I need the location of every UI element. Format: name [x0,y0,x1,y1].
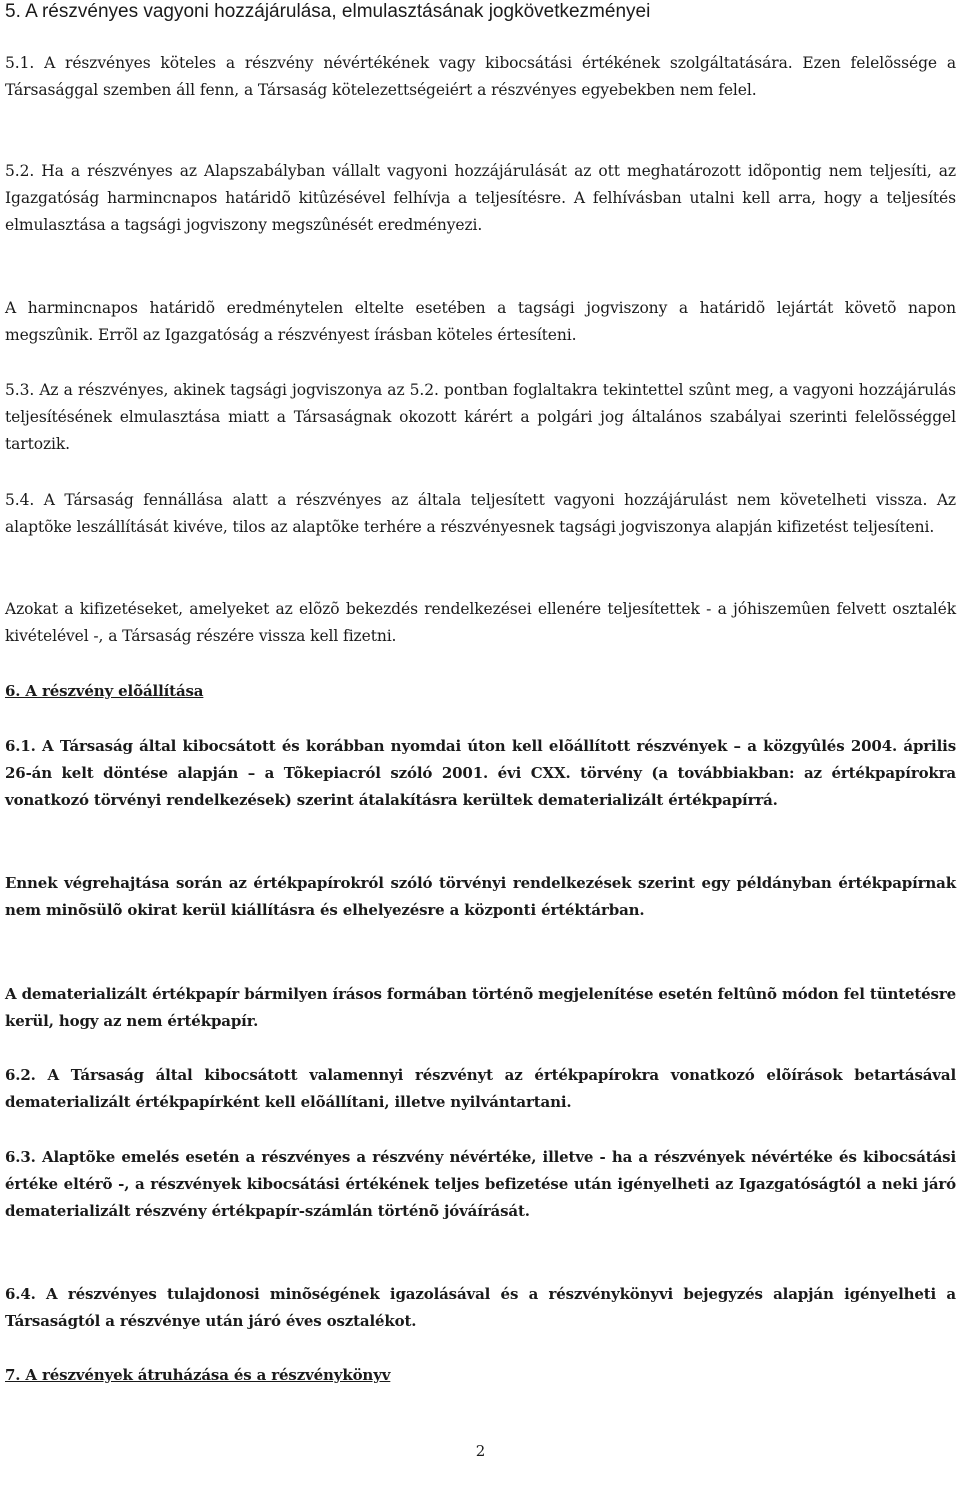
paragraph-6-1: 6.1. A Társaság által kibocsátott és korábban nyomdai úton kell elõállított részvények – a közgyûlés 2004. április 26-án kelt döntése alapján – a Tõkepiacról szóló 2001. évi CXX. törvény (a továbbiakban: az értékpapírokra vonatkozó törvényi rendelkezések) szerint átalakításra kerültek dematerializált értékpapírrá. [5,737,956,809]
paragraph-6-2: 6.2. A Társaság által kibocsátott valamennyi részvényt az értékpapírokra vonatkozó elõírások betartásával dematerializált értékpapírként kell elõállítani, illetve nyilvántartani. [5,1066,956,1111]
section-7-heading: 7. A részvények átruházása és a részvénykönyv [5,1366,391,1384]
paragraph-6-4: 6.4. A részvényes tulajdonosi minõségének igazolásával és a részvénykönyvi bejegyzés alapján igényelheti a Társaságtól a részvénye után járó éves osztalékot. [5,1285,956,1330]
paragraph-5-4-continued: Azokat a kifizetéseket, amelyeket az elõzõ bekezdés rendelkezései ellenére teljesítettek - a jóhiszemûen felvett osztalék kivételével -, a Társaság részére vissza kell fizetni. [5,600,956,645]
paragraph-5-2-continued: A harmincnapos határidõ eredménytelen eltelte esetében a tagsági jogviszony a határidõ lejártát követõ napon megszûnik. Errõl az Igazgatóság a részvényest írásban köteles értesíteni. [5,299,956,344]
paragraph-5-1: 5.1. A részvényes köteles a részvény névértékének vagy kibocsátási értékének szolgáltatására. Ezen felelõssége a Társasággal szemben áll fenn, a Társaság kötelezettségeiért a részvényes egyebekben nem felel. [5,54,956,99]
paragraph-6-3: 6.3. Alaptõke emelés esetén a részvényes a részvény névértéke, illetve - ha a részvények névértéke és kibocsátási értéke eltérõ -, a részvények kibocsátási értékének teljes befizetése után igényelheti az Igazgatóságtól a neki járó dematerializált részvény értékpapír-számlán történõ jóváírását. [5,1148,956,1220]
document-page [5,0,956,1487]
paragraph-5-3: 5.3. Az a részvényes, akinek tagsági jogviszonya az 5.2. pontban foglaltakra tekintettel szûnt meg, a vagyoni hozzájárulás teljesítésének elmulasztása miatt a Társaságnak okozott kárért a polgári jog általános szabályai szerinti felelõsséggel tartozik. [5,381,956,453]
section-5-heading: 5. A részvényes vagyoni hozzájárulása, elmulasztásának jogkövetkezményei [5,1,651,22]
paragraph-6-1-note: A dematerializált értékpapír bármilyen írásos formában történõ megjelenítése esetén feltûnõ módon fel tüntetésre kerül, hogy az nem értékpapír. [5,985,956,1030]
paragraph-5-2: 5.2. Ha a részvényes az Alapszabályban vállalt vagyoni hozzájárulását az ott meghatározott idõpontig nem teljesíti, az Igazgatóság harmincnapos határidõ kitûzésével felhívja a teljesítésre. A felhívásban utalni kell arra, hogy a teljesítés elmulasztása a tagsági jogviszony megszûnését eredményezi. [5,162,956,234]
paragraph-6-1-continued: Ennek végrehajtása során az értékpapírokról szóló törvényi rendelkezések szerint egy példányban értékpapírnak nem minõsülõ okirat kerül kiállításra és elhelyezésre a központi értéktárban. [5,874,956,919]
page-number: 2 [475,1442,486,1460]
paragraph-5-4: 5.4. A Társaság fennállása alatt a részvényes az általa teljesített vagyoni hozzájárulást nem követelheti vissza. Az alaptõke leszállítását kivéve, tilos az alaptõke terhére a részvényesnek tagsági jogviszonya alapján kifizetést teljesíteni. [5,491,956,536]
section-6-heading: 6. A részvény elõállítása [5,682,204,700]
